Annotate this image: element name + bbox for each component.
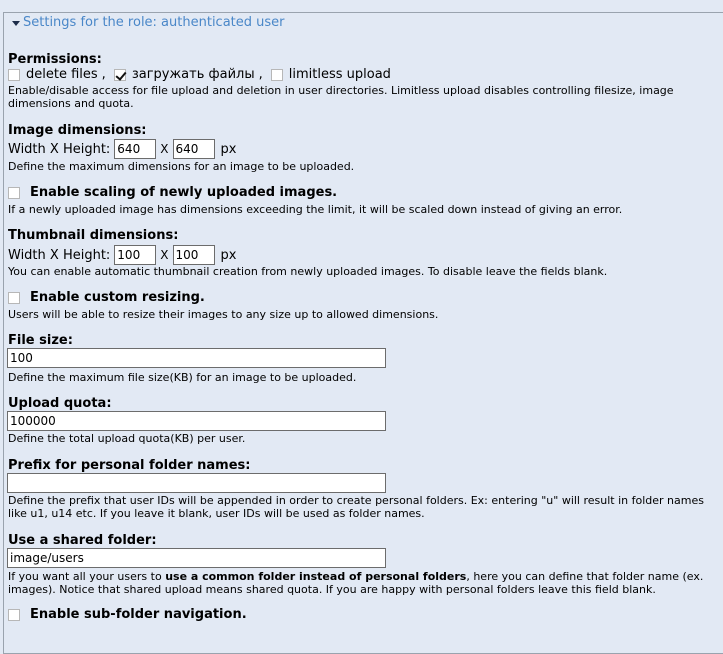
scaling-row xyxy=(8,185,337,200)
thumbnail-dimensions-row xyxy=(8,245,236,265)
permissions-label: Permissions: xyxy=(8,52,102,67)
image-width-input[interactable]: 640 xyxy=(114,139,156,159)
separator: , xyxy=(258,67,263,82)
thumbnail-height-input[interactable]: 100 xyxy=(173,245,215,265)
scaling-description: If a newly uploaded image has dimensions exceeding the limit, it will be scaled down instead of giving an error. xyxy=(8,203,623,216)
subfolder-checkbox[interactable] xyxy=(8,609,20,621)
delete-files-checkbox[interactable] xyxy=(8,69,20,81)
prefix-description: Define the prefix that user IDs will be appended in order to create personal folders. Ex: entering "u" will result in folder names like u1, u14 etc. If you leave it blank, user IDs will be used as folder names. xyxy=(8,494,704,520)
custom-resizing-row xyxy=(8,290,205,305)
legend-label[interactable]: Settings for the role: authenticated user xyxy=(23,15,285,30)
upload-files-checkbox[interactable] xyxy=(114,69,126,81)
shared-folder-label: Use a shared folder: xyxy=(8,533,157,548)
times-sign: X xyxy=(160,142,169,156)
subfolder-row xyxy=(8,607,247,622)
shared-folder-input[interactable]: image/users xyxy=(7,548,386,568)
prefix-input[interactable] xyxy=(7,473,386,493)
image-height-input[interactable]: 640 xyxy=(173,139,215,159)
file-size-description: Define the maximum file size(KB) for an image to be uploaded. xyxy=(8,371,357,384)
thumbnail-dimensions-description: You can enable automatic thumbnail creation from newly uploaded images. To disable leave the fields blank. xyxy=(8,265,608,278)
delete-files-label[interactable]: delete files xyxy=(26,67,98,82)
scaling-checkbox[interactable] xyxy=(8,187,20,199)
prefix-label: Prefix for personal folder names: xyxy=(8,458,251,473)
px-unit: px xyxy=(220,141,237,157)
thumbnail-width-input[interactable]: 100 xyxy=(114,245,156,265)
image-dimensions-label: Image dimensions: xyxy=(8,123,147,138)
custom-resizing-description: Users will be able to resize their images to any size up to allowed dimensions. xyxy=(8,308,439,321)
scaling-label[interactable]: Enable scaling of newly uploaded images. xyxy=(30,185,338,200)
image-dimensions-description: Define the maximum dimensions for an image to be uploaded. xyxy=(8,160,355,173)
custom-resizing-checkbox[interactable] xyxy=(8,292,20,304)
upload-files-label[interactable]: загружать файлы xyxy=(131,67,255,82)
width-height-prefix: Width X Height: xyxy=(8,141,111,157)
fieldset-legend[interactable] xyxy=(10,15,288,31)
shared-folder-description xyxy=(8,570,713,596)
shared-folder-desc-bold: use a common folder instead of personal folders xyxy=(165,570,467,583)
shared-folder-desc-end: , here you can define that folder name (ex. images). Notice that shared upload means shared quota. If you are happy with personal folders leave this field blank. xyxy=(8,570,704,596)
subfolder-label[interactable]: Enable sub-folder navigation. xyxy=(30,607,247,622)
image-dimensions-row xyxy=(8,139,236,159)
separator: , xyxy=(101,67,106,82)
width-height-prefix: Width X Height: xyxy=(8,247,111,263)
permissions-row xyxy=(8,67,391,82)
shared-folder-desc-start: If you want all your users to xyxy=(8,570,166,583)
file-size-label: File size: xyxy=(8,333,73,348)
custom-resizing-label[interactable]: Enable custom resizing. xyxy=(30,290,205,305)
permissions-description: Enable/disable access for file upload and deletion in user directories. Limitless upload disables controlling filesize, image dimensions and quota. xyxy=(8,84,674,110)
file-size-input[interactable]: 100 xyxy=(7,348,386,368)
limitless-upload-checkbox[interactable] xyxy=(271,69,283,81)
upload-quota-label: Upload quota: xyxy=(8,396,112,411)
upload-quota-description: Define the total upload quota(KB) per user. xyxy=(8,432,246,445)
collapse-triangle-icon[interactable] xyxy=(12,21,20,26)
thumbnail-dimensions-label: Thumbnail dimensions: xyxy=(8,228,179,243)
px-unit: px xyxy=(220,247,237,263)
upload-quota-input[interactable]: 100000 xyxy=(7,411,386,431)
times-sign: X xyxy=(160,248,169,262)
limitless-upload-label[interactable]: limitless upload xyxy=(288,67,391,82)
